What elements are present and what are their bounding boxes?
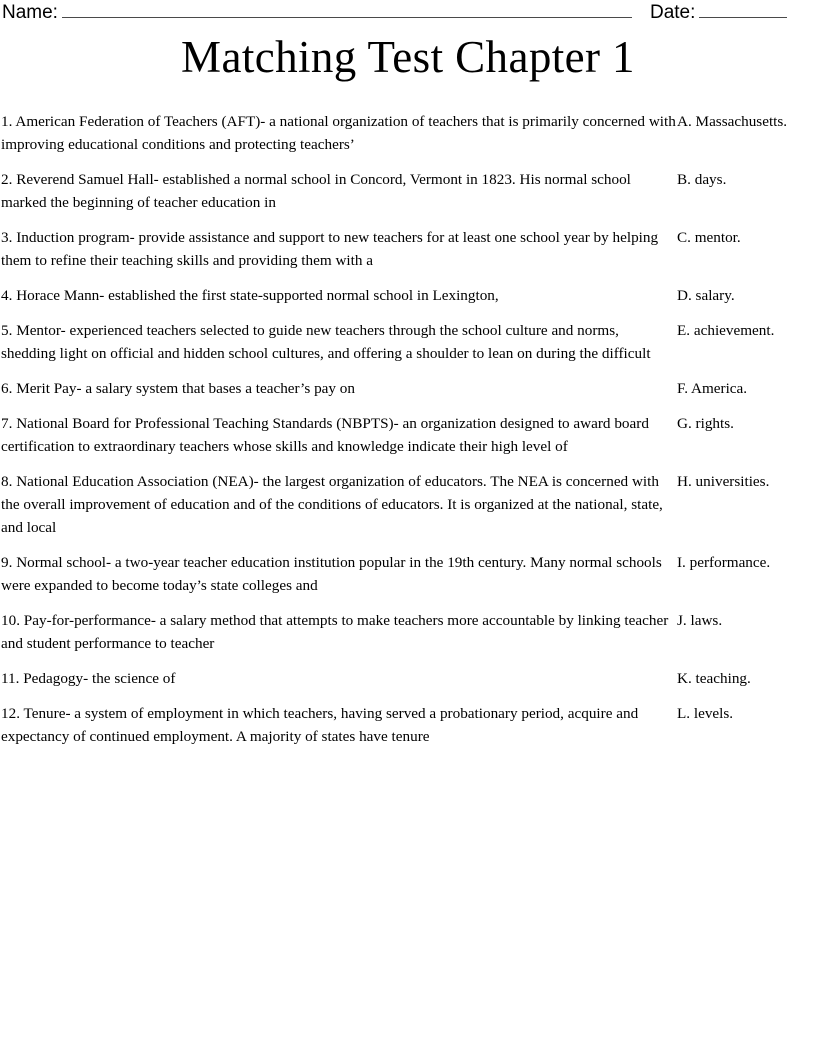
table-row [1, 702, 815, 760]
answer-cell [677, 702, 815, 760]
prompt-cell [1, 702, 677, 760]
table-row [1, 551, 815, 609]
prompt-cell [1, 226, 677, 284]
answer-cell [677, 377, 815, 412]
answer-option[interactable]: F. America. [677, 380, 748, 397]
prompt-text: 1. American Federation of Teachers (AFT)- a national organization of teachers that is primarily concerned with improving educational conditions and protecting teachers’ [1, 113, 676, 153]
answer-option[interactable]: B. days. [677, 171, 727, 188]
table-row [1, 168, 815, 226]
answer-cell [677, 110, 815, 168]
answer-option[interactable]: K. teaching. [677, 670, 751, 687]
answer-cell [677, 412, 815, 470]
prompt-text: 7. National Board for Professional Teaching Standards (NBPTS)- an organization designed to award board certification to extraordinary teachers whose skills and knowledge indicate their high level of [1, 415, 649, 455]
answer-option[interactable]: H. universities. [677, 473, 770, 490]
answer-option[interactable]: E. achievement. [677, 322, 775, 339]
prompt-cell [1, 284, 677, 319]
table-row [1, 319, 815, 377]
prompt-text: 9. Normal school- a two-year teacher education institution popular in the 19th century. Many normal schools were expanded to become today’s state colleges and [1, 554, 662, 594]
answer-option[interactable]: G. rights. [677, 415, 734, 432]
answer-option[interactable]: A. Massachusetts. [677, 113, 788, 130]
prompt-cell [1, 609, 677, 667]
prompt-text: 3. Induction program- provide assistance and support to new teachers for at least one school year by helping them to refine their teaching skills and providing them with a [1, 229, 659, 269]
prompt-text: 5. Mentor- experienced teachers selected to guide new teachers through the school culture and norms, shedding light on official and hidden school cultures, and offering a shoulder to lean on during the difficult [1, 322, 651, 362]
answer-option[interactable]: I. performance. [677, 554, 771, 571]
prompt-cell [1, 551, 677, 609]
prompt-cell [1, 667, 677, 702]
prompt-text: 10. Pay-for-performance- a salary method that attempts to make teachers more accountable by linking teacher and student performance to teacher [1, 612, 669, 652]
prompt-text: 2. Reverend Samuel Hall- established a normal school in Concord, Vermont in 1823. His normal school marked the beginning of teacher education in [1, 171, 631, 211]
prompt-cell [1, 470, 677, 551]
prompt-cell [1, 319, 677, 377]
prompt-cell [1, 377, 677, 412]
date-label: Date: [649, 2, 696, 23]
prompt-text: 6. Merit Pay- a salary system that bases a teacher’s pay on [1, 380, 355, 397]
prompt-text: 12. Tenure- a system of employment in which teachers, having served a probationary period, acquire and expectancy of continued employment. A majority of states have tenure [1, 705, 639, 745]
matching-table [1, 110, 815, 760]
answer-option[interactable]: D. salary. [677, 287, 735, 304]
answer-cell [677, 319, 815, 377]
answer-cell [677, 609, 815, 667]
answer-cell [677, 284, 815, 319]
table-row [1, 609, 815, 667]
name-blank-line[interactable] [62, 3, 632, 18]
answer-cell [677, 226, 815, 284]
table-row [1, 470, 815, 551]
prompt-cell [1, 168, 677, 226]
table-row [1, 284, 815, 319]
prompt-text: 11. Pedagogy- the science of [1, 670, 176, 687]
table-row [1, 667, 815, 702]
table-row [1, 412, 815, 470]
answer-option[interactable]: J. laws. [677, 612, 723, 629]
answer-cell [677, 168, 815, 226]
name-date-header [2, 2, 814, 26]
table-row [1, 226, 815, 284]
answer-option[interactable]: C. mentor. [677, 229, 741, 246]
matching-table-body [1, 110, 815, 760]
prompt-text: 8. National Education Association (NEA)- the largest organization of educators. The NEA is concerned with the overall improvement of education and of the conditions of educators. It is organized at the national, state, and local [1, 473, 663, 536]
answer-cell [677, 667, 815, 702]
answer-cell [677, 551, 815, 609]
prompt-cell [1, 110, 677, 168]
table-row [1, 110, 815, 168]
page-title: Matching Test Chapter 1 [181, 32, 635, 82]
date-blank-line[interactable] [699, 3, 787, 18]
answer-cell [677, 470, 815, 551]
name-label: Name: [2, 2, 58, 23]
prompt-text: 4. Horace Mann- established the first state-supported normal school in Lexington, [1, 287, 499, 304]
prompt-cell [1, 412, 677, 470]
answer-option[interactable]: L. levels. [677, 705, 734, 722]
table-row [1, 377, 815, 412]
